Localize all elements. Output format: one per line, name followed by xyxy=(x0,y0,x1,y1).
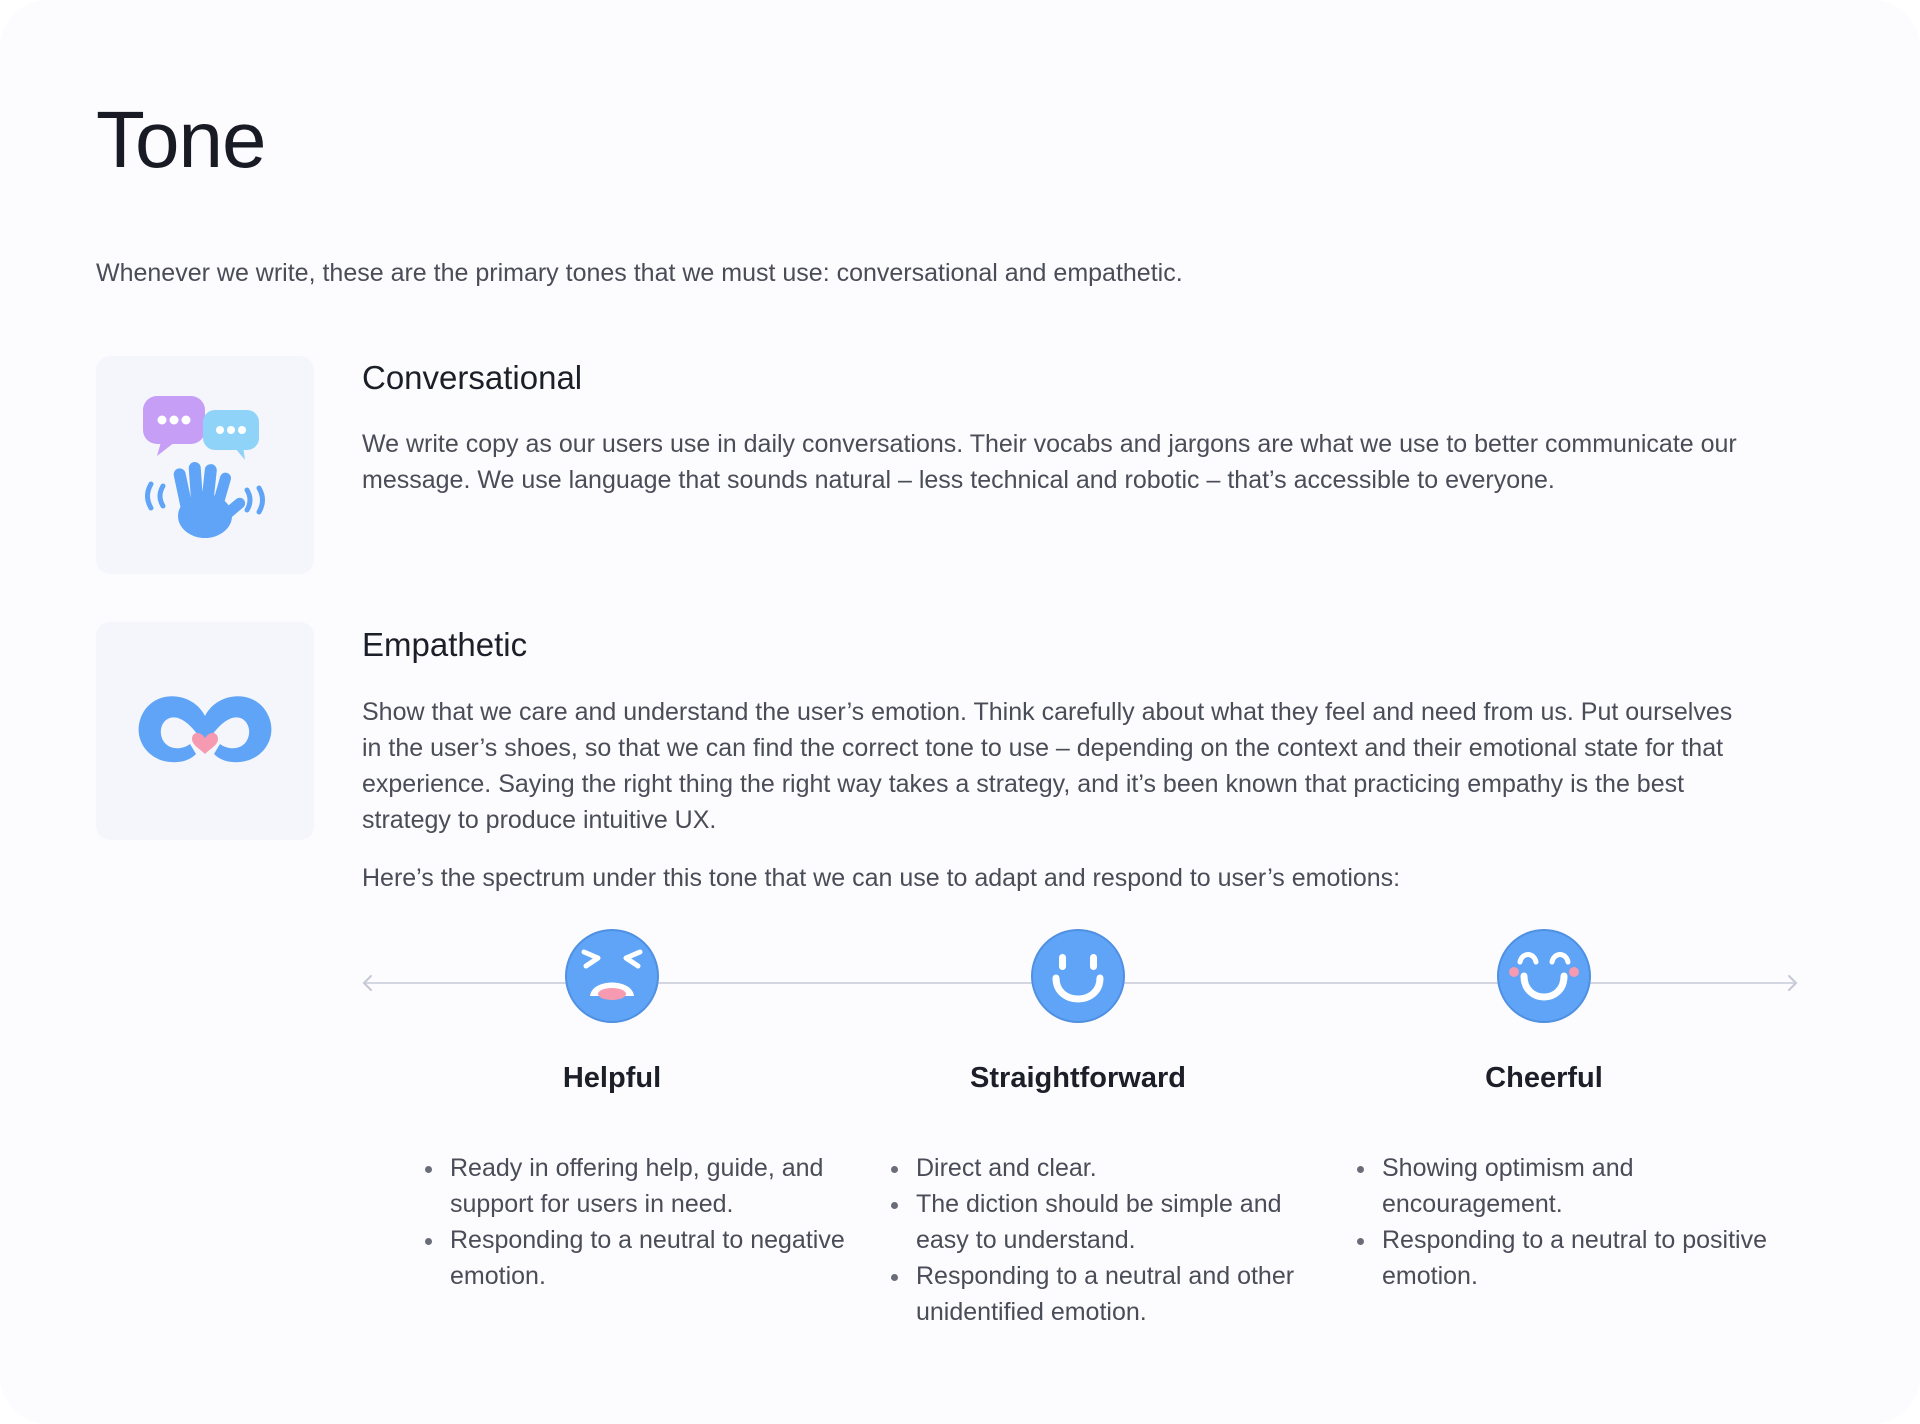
heart-hands-icon xyxy=(130,686,280,776)
arrow-left-icon xyxy=(359,972,381,994)
conversational-body: We write copy as our users use in daily conversations. Their vocabs and jargons are what we use to better communicate our message. We use language that sounds natural – less technical and robotic – that’s accessible to everyone. xyxy=(362,430,1737,494)
empathetic-body: Show that we care and understand the user’s emotion. Think carefully about what they feel and need from us. Put ourselves in the user’s shoes, so that we can find the correct tone to use – depending on the context and their emotional state for that experience. Saying the right thing the right way takes a strategy, and it’s been known that practicing empathy is the best strategy to produce intuitive UX. xyxy=(362,698,1733,834)
smiling-face-icon xyxy=(1030,928,1126,1024)
cheerful-points xyxy=(1352,1150,1788,1294)
level-label-helpful: Helpful xyxy=(562,1062,662,1094)
list-item: • The diction should be simple and easy to understand. xyxy=(912,1186,1322,1258)
level-label-cheerful: Cheerful xyxy=(1485,1062,1603,1094)
list-item: • Responding to a neutral to negative emotion. xyxy=(446,1222,856,1294)
intro-text: Whenever we write, these are the primary tones that we must use: conversational and empathetic. xyxy=(96,259,1183,287)
distressed-face-icon xyxy=(564,928,660,1024)
chat-waving-hand-icon xyxy=(135,390,275,540)
conversational-title: Conversational xyxy=(362,359,583,396)
happy-blushing-face-icon xyxy=(1496,928,1592,1024)
list-item: • Ready in offering help, guide, and support for users in need. xyxy=(446,1150,856,1222)
list-item: • Direct and clear. xyxy=(912,1150,1322,1186)
arrow-right-icon xyxy=(1779,972,1801,994)
straightforward-points xyxy=(886,1150,1322,1330)
list-item: • Responding to a neutral and other unidentified emotion. xyxy=(912,1258,1322,1330)
conversational-illustration xyxy=(96,356,314,574)
spectrum-intro: Here’s the spectrum under this tone that we can use to adapt and respond to user’s emotions: xyxy=(362,864,1401,892)
empathetic-illustration xyxy=(96,622,314,840)
page-title: Tone xyxy=(96,95,266,184)
empathetic-title: Empathetic xyxy=(362,626,528,663)
helpful-points xyxy=(420,1150,856,1294)
list-item: • Responding to a neutral to positive emotion. xyxy=(1378,1222,1788,1294)
level-label-straightforward: Straightforward xyxy=(970,1062,1186,1094)
list-item: • Showing optimism and encouragement. xyxy=(1378,1150,1788,1222)
